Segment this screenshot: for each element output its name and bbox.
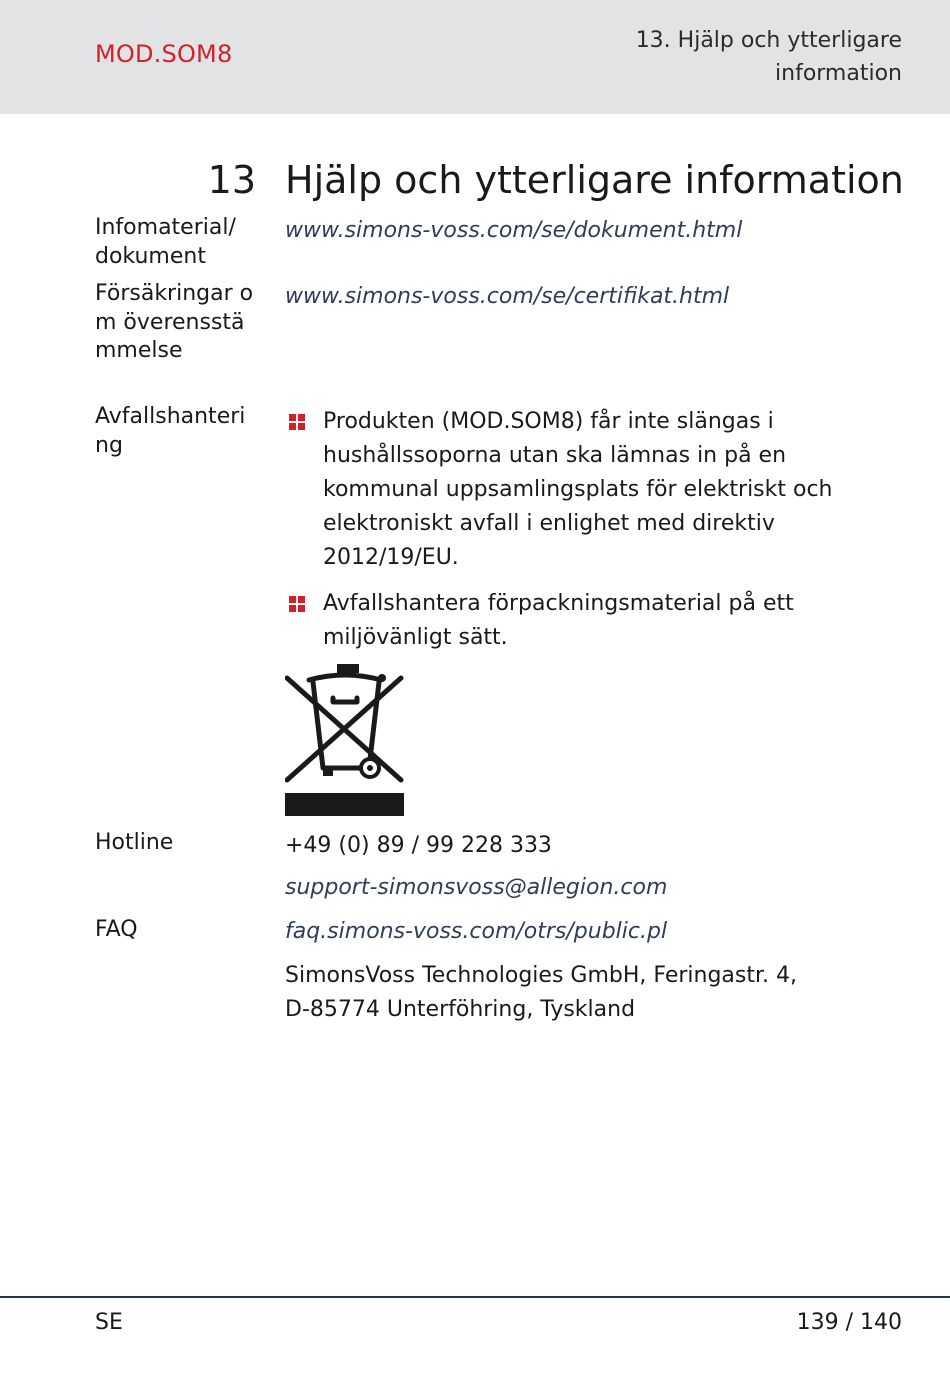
support-email-link[interactable]: support-simonsvoss@allegion.com (285, 875, 668, 900)
chapter-title: Hjälp och ytterligare information (285, 158, 904, 202)
bullet-square-icon (289, 596, 305, 612)
certificates-link[interactable]: www.simons-voss.com/se/certifikat.html (285, 284, 730, 309)
certificates-label: Försäkringar om överensstämmelse (95, 281, 254, 363)
company-address (285, 959, 797, 1027)
disposal-bullet-text: Produkten (MOD.SOM8) får inte slängas i hushållssoporna utan ska lämnas in på en kommunal uppsamlingsplats för elektriskt och elektroniskt avfall i enlighet med direktiv 2012/19/EU. (323, 409, 833, 570)
documents-link[interactable]: www.simons-voss.com/se/dokument.html (285, 218, 743, 243)
page-header (0, 0, 950, 114)
footer-page-number: 139 / 140 (796, 1310, 902, 1335)
disposal-bullet-item (285, 587, 885, 655)
faq-link[interactable]: faq.simons-voss.com/otrs/public.pl (285, 919, 668, 944)
crossed-out-wheelie-bin-icon (285, 662, 405, 817)
faq-label: FAQ (95, 917, 138, 942)
footer-divider (0, 1296, 950, 1298)
disposal-label: Avfallshantering (95, 404, 246, 458)
bullet-square-icon (289, 414, 305, 430)
running-title-line1: 13. Hjälp och ytterligare (635, 28, 902, 53)
documents-label: Infomaterial/ dokument (95, 215, 236, 269)
hotline-phone: +49 (0) 89 / 99 228 333 (285, 833, 552, 858)
chapter-number: 13 (207, 158, 256, 202)
address-line2: D-85774 Unterföhring, Tyskland (285, 997, 636, 1022)
brand-label: MOD.SOM8 (95, 40, 233, 68)
disposal-bullet-text: Avfallshantera förpackningsmaterial på ett miljövänligt sätt. (323, 591, 794, 650)
hotline-label: Hotline (95, 830, 174, 855)
running-title (582, 24, 902, 90)
footer-language: SE (95, 1310, 123, 1335)
address-line1: SimonsVoss Technologies GmbH, Feringastr. 4, (285, 963, 798, 988)
running-title-line2: information (775, 61, 902, 86)
disposal-bullet-item (285, 405, 885, 575)
